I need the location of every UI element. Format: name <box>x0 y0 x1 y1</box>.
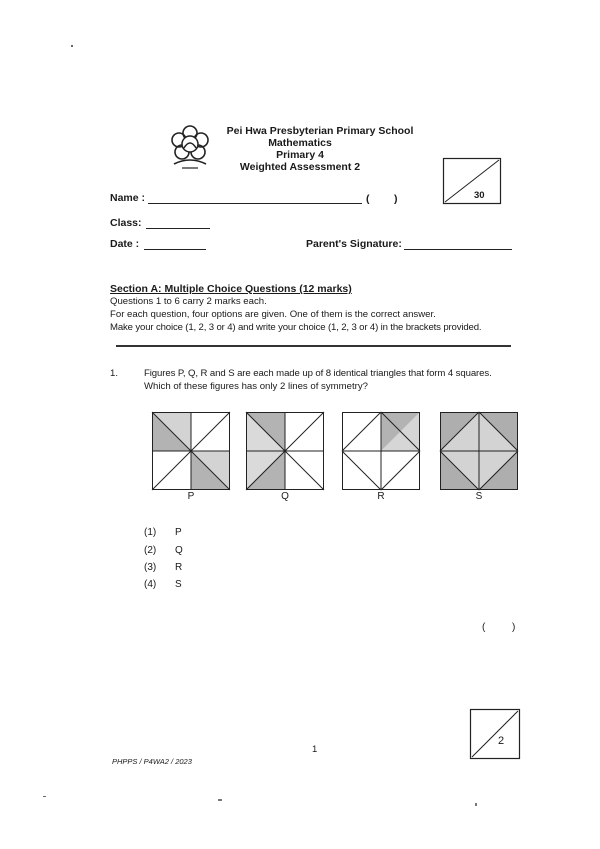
figure-label-r: R <box>377 491 385 502</box>
score-box-top <box>443 158 501 204</box>
footer-code: PHPPS / P4WA2 / 2023 <box>112 757 192 766</box>
scan-speck <box>43 796 46 797</box>
score-total-bottom: 2 <box>498 735 505 747</box>
question-text-1: Figures P, Q, R and S are each made up of 8 identical triangles that form 4 squares. <box>144 368 492 379</box>
class-label: Class: <box>110 217 142 229</box>
option-2-text: Q <box>175 545 183 556</box>
option-1-number: (1) <box>144 527 157 538</box>
index-bracket-close: ) <box>394 193 398 205</box>
figure-label-s: S <box>475 491 483 502</box>
section-instruction-3: Make your choice (1, 2, 3 or 4) and write your choice (1, 2, 3 or 4) in the brackets provided. <box>110 322 482 333</box>
signature-line[interactable] <box>404 249 512 250</box>
question-number: 1. <box>110 368 119 379</box>
class-line[interactable] <box>146 228 210 229</box>
scan-speck <box>218 799 222 801</box>
question-text-2: Which of these figures has only 2 lines of symmetry? <box>144 381 368 392</box>
figure-label-q: Q <box>281 491 289 502</box>
school-crest-logo <box>170 124 210 172</box>
section-divider <box>116 345 511 347</box>
option-3-text: R <box>175 562 183 573</box>
figure-s <box>440 412 518 490</box>
answer-bracket-close: ) <box>512 622 516 633</box>
answer-field[interactable] <box>490 620 508 634</box>
score-total-top: 30 <box>474 190 485 201</box>
index-bracket-open: ( <box>366 193 370 205</box>
option-3-number: (3) <box>144 562 157 573</box>
scan-speck <box>475 803 477 806</box>
section-instruction-2: For each question, four options are given. One of them is the correct answer. <box>110 309 436 320</box>
section-title: Section A: Multiple Choice Questions (12 marks) <box>110 283 352 295</box>
option-1-text: P <box>175 527 182 538</box>
figure-r <box>342 412 420 490</box>
school-name: Pei Hwa Presbyterian Primary School <box>226 125 414 137</box>
name-line[interactable] <box>148 203 362 204</box>
subject-title: Mathematics <box>268 137 332 149</box>
figure-q <box>246 412 324 490</box>
section-instruction-1: Questions 1 to 6 carry 2 marks each. <box>110 296 267 307</box>
option-4-number: (4) <box>144 579 157 590</box>
date-line[interactable] <box>144 249 206 250</box>
figure-label-p: P <box>187 491 195 502</box>
score-box-bottom <box>470 709 520 759</box>
signature-label: Parent's Signature: <box>306 238 402 250</box>
date-label: Date : <box>110 238 140 250</box>
assessment-title: Weighted Assessment 2 <box>239 161 361 173</box>
figure-p <box>152 412 230 490</box>
answer-bracket-open: ( <box>482 622 486 633</box>
option-4-text: S <box>175 579 182 590</box>
level-title: Primary 4 <box>276 149 324 161</box>
scan-speck <box>71 45 73 47</box>
option-2-number: (2) <box>144 545 157 556</box>
name-label: Name : <box>110 192 146 204</box>
page-number: 1 <box>312 744 318 755</box>
